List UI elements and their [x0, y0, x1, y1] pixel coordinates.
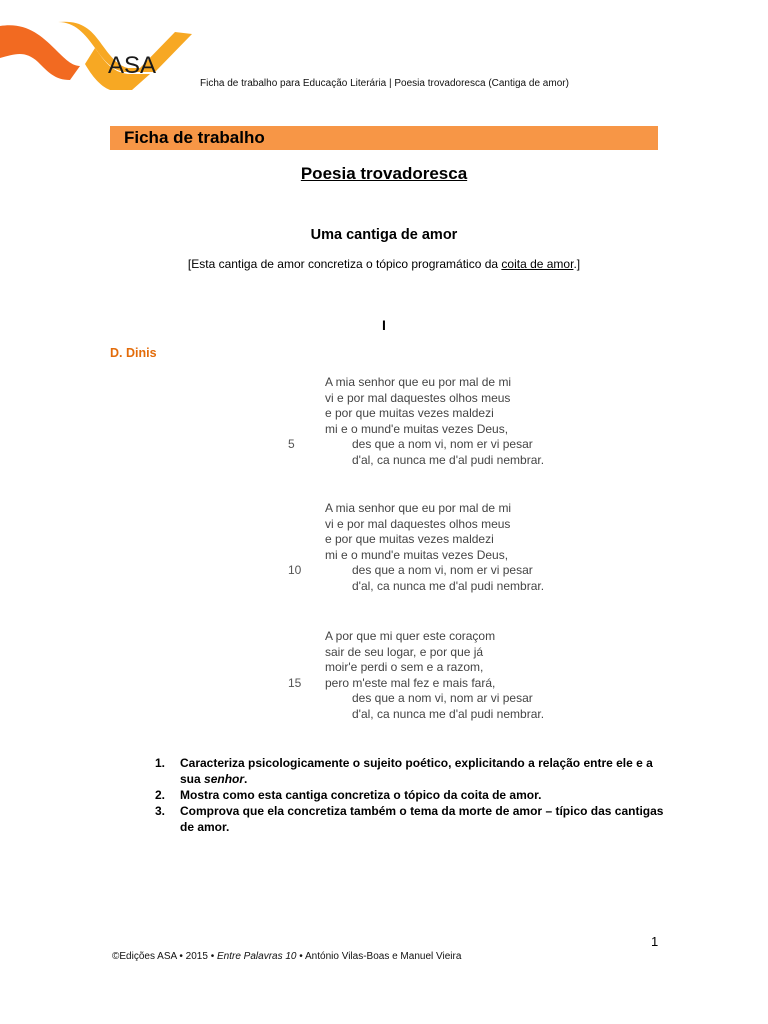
poem-author: D. Dinis [110, 346, 157, 360]
poem-line-text: des que a nom vi, nom er vi pesar [352, 437, 533, 452]
line-number: 5 [288, 437, 295, 452]
poem-line [325, 406, 544, 422]
topic-highlight: coita de amor [501, 257, 574, 271]
question-item [155, 787, 665, 803]
footer-book: Entre Palavras 10 [217, 951, 297, 962]
poem-line-text: d'al, ca nunca me d'al pudi nembrar. [352, 578, 545, 593]
section-bar [110, 126, 658, 150]
poem-line-text: A mia senhor que eu por mal de mi [325, 375, 512, 389]
poem-stanza [288, 375, 545, 469]
poem-line-text: sair de seu logar, e por que já [325, 644, 484, 659]
poem-line-text: d'al, ca nunca me d'al pudi nembrar. [352, 706, 545, 721]
poem-line [325, 660, 544, 676]
question-number: 3. [155, 804, 166, 818]
document-title-text: Poesia trovadoresca [300, 164, 468, 183]
poem-line [325, 691, 544, 707]
poem-line [288, 437, 544, 453]
poem-line [288, 563, 544, 579]
poem-stanza [288, 629, 545, 723]
question-number: 1. [155, 756, 166, 770]
poem-line-text: d'al, ca nunca me d'al pudi nembrar. [352, 452, 545, 467]
poem-line [325, 629, 544, 645]
question-text: Comprova que ela concretiza também o tema da morte de amor – típico das cantigas de amor. [180, 804, 664, 834]
poem-line-text: des que a nom vi, nom er vi pesar [352, 563, 533, 578]
line-number: 10 [288, 563, 302, 578]
question-text: Caracteriza psicologicamente o sujeito poético, explicitando a relação entre ele e a sua [180, 756, 653, 786]
poem-line [325, 453, 544, 469]
part-number: I [382, 317, 386, 333]
poem-line-text: vi e por mal daquestes olhos meus [325, 390, 511, 405]
poem-line [325, 391, 544, 407]
logo-text: ASA [108, 52, 157, 79]
asa-logo [0, 14, 200, 94]
poem-line-text: mi e o mund'e muitas vezes Deus, [325, 421, 509, 436]
poem-line-text: moir'e perdi o sem e a razom, [325, 660, 484, 675]
page-number: 1 [651, 934, 659, 949]
poem-line [288, 675, 544, 692]
document-title [0, 164, 768, 184]
poem-line-text: A por que mi quer este coraçom [325, 629, 496, 643]
footer-suffix: • António Vilas-Boas e Manuel Vieira [296, 951, 462, 962]
topic-prefix: [Esta cantiga de amor concretiza o tópico programático da [187, 257, 502, 271]
question-list [155, 755, 665, 835]
poem-line-text: mi e o mund'e muitas vezes Deus, [325, 547, 509, 562]
poem-line-text: A mia senhor que eu por mal de mi [325, 501, 512, 515]
poem-line [325, 422, 544, 438]
poem-stanza [288, 501, 545, 595]
poem-line [325, 645, 544, 661]
question-text: Mostra como esta cantiga concretiza o tópico da coita de amor. [180, 788, 542, 802]
poem-line-text: pero m'este mal fez e mais fará, [325, 675, 496, 690]
question-emphasis: senhor [204, 772, 245, 786]
footer [112, 951, 461, 962]
question-number: 2. [155, 788, 166, 802]
poem-line-text: des que a nom vi, nom ar vi pesar [352, 691, 533, 706]
subtitle: Uma cantiga de amor [310, 227, 458, 243]
header-text: Ficha de trabalho para Educação Literária | Poesia trovadoresca (Cantiga de amor) [200, 78, 569, 89]
poem-line [325, 579, 544, 595]
poem-line [325, 532, 544, 548]
footer-prefix: ©Edições ASA • 2015 • [112, 951, 217, 962]
question-item [155, 803, 665, 835]
topic-statement [0, 257, 768, 271]
poem-line [325, 517, 544, 533]
poem-line-text: e por que muitas vezes maldezi [325, 532, 494, 547]
topic-suffix: .] [573, 257, 581, 271]
question-text-end: . [244, 772, 248, 786]
question-item [155, 755, 665, 787]
poem-line [325, 548, 544, 564]
bar-title: Ficha de trabalho [124, 128, 265, 147]
poem-line [325, 375, 544, 391]
line-number: 15 [288, 675, 302, 690]
poem-line [325, 707, 544, 723]
poem-line-text: vi e por mal daquestes olhos meus [325, 516, 511, 531]
poem-line [325, 501, 544, 517]
poem-line-text: e por que muitas vezes maldezi [325, 406, 494, 421]
